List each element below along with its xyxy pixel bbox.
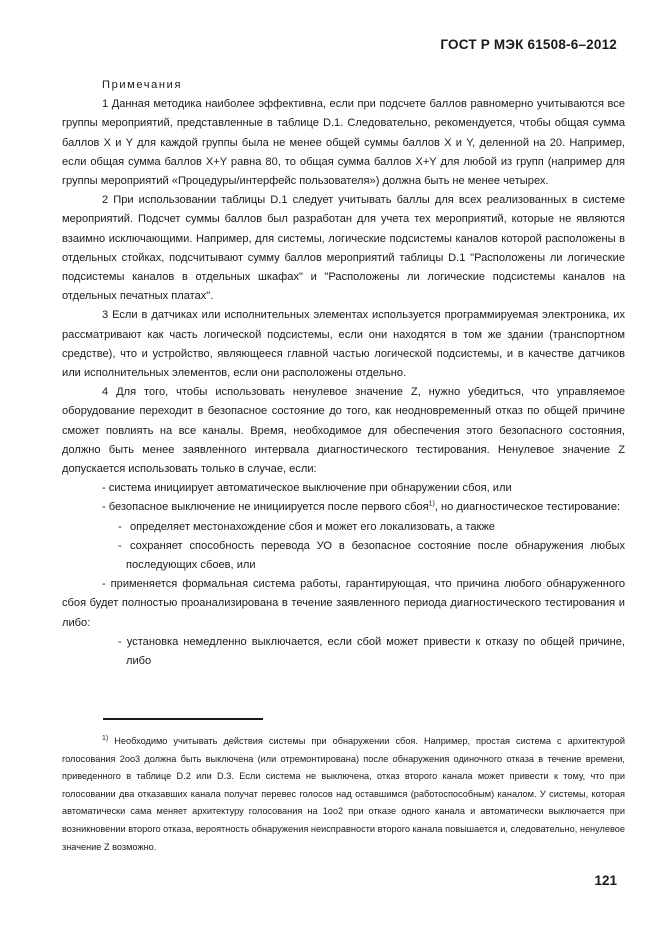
condition-2-sub-1-text: определяет местонахождение сбоя и может его локализовать, а также — [130, 520, 495, 533]
condition-2-sub-2-text: сохраняет способность перевода УО в безопасное состояние после обнаружения любых последующих сбоев, или — [126, 539, 625, 572]
condition-2-sub-1 — [118, 518, 625, 537]
footnote-marker: 1) — [102, 734, 109, 742]
condition-1: - система инициирует автоматическое выключение при обнаружении сбоя, или — [102, 482, 512, 495]
dash-mark: - — [118, 520, 122, 533]
condition-2-text: - безопасное выключение не инициируется после первого сбоя — [102, 501, 429, 514]
footnote-ref[interactable]: 1) — [428, 500, 435, 508]
notes-section — [62, 76, 625, 671]
notes-title: Примечания — [102, 79, 183, 91]
condition-2 — [62, 498, 625, 517]
note-2: 2 При использовании таблицы D.1 следует учитывать баллы для всех реализованных в системе мероприятий. Подсчет суммы баллов был разработан для учета тех мероприятий, которые не являются взаимно исключающими. Например, для системы, логические подсистемы каналов которой расположены в отдельных стойках, подсчитывают сумму баллов мероприятий таблицы D.1 "Расположены ли логические подсистемы каналов в отдельных шкафах" и "Расположены ли логические подсистемы каналов на отдельных печатных платах". — [62, 194, 625, 303]
condition-2-sub-2 — [118, 537, 625, 575]
condition-3-sub-1: - установка немедленно выключается, если сбой может привести к отказу по общей причине, либо — [118, 635, 625, 668]
condition-3: - применяется формальная система работы, гарантирующая, что причина любого обнаруженного сбоя будет полностью проанализирована в течение заявленного периода диагностического тестирования и либо: — [62, 578, 625, 629]
note-3: 3 Если в датчиках или исполнительных элементах используется программируемая электроника, их рассматривают как часть логической подсистемы, если они находятся в том же здании (транспортном средстве), что и устройство, являющееся главной частью логической подсистемы, и в качестве датчиков или исполнительных элементов, если они расположены отдельно. — [62, 309, 625, 380]
footnote-body — [62, 733, 625, 856]
dash-mark: - — [118, 539, 122, 552]
condition-2-text-end: , но диагностическое тестирование: — [434, 501, 621, 514]
footnote-text: Необходимо учитывать действия системы при обнаружении сбоя. Например, простая система с архитектурой голосования 2oo3 должна быть выключена (или отремонтирована) после обнаружения одиночного отказа в течение времени, приведенного в таблице D.2 или D.3. Если система не выключена, отказ второго канала может привести к тому, что при голосовании два отказавших канала получат перевес голосов над оставшимся (работоспособным) каналом. У системы, которая автоматически сама меняет архитектуру голосования на 1oo2 при отказе одного канала и автоматически выключается при возникновении второго отказа, вероятность обнаружения неисправности второго канала повышается и, следовательно, ненулевое значение Z возможно. — [62, 736, 625, 852]
note-4: 4 Для того, чтобы использовать ненулевое значение Z, нужно убедиться, что управляемое оборудование переходит в безопасное состояние до того, как неодновременный отказ по общей причине сможет повлиять на все каналы. Время, необходимое для обеспечения этого безопасного состояния, должно быть менее заявленного интервала диагностического тестирования. Ненулевое значение Z допускается использовать только в случае, если: — [62, 386, 625, 476]
page-number: 121 — [594, 873, 617, 888]
document-header: ГОСТ Р МЭК 61508-6–2012 — [440, 37, 617, 52]
footnote-separator — [103, 718, 263, 720]
footnote — [62, 733, 625, 856]
note-1: 1 Данная методика наиболее эффективна, если при подсчете баллов равномерно учитываются все группы мероприятий, представленные в таблице D.1. Следовательно, рекомендуется, чтобы общая сумма баллов X и Y для каждой группы была не менее общей суммы баллов X и Y, деленной на 20. Например, если общая сумма баллов X+Y равна 80, то общая сумма баллов X+Y для любой из групп (например для группы мероприятий «Процедуры/интерфейс пользователя») должна быть не менее четырех. — [62, 98, 625, 188]
